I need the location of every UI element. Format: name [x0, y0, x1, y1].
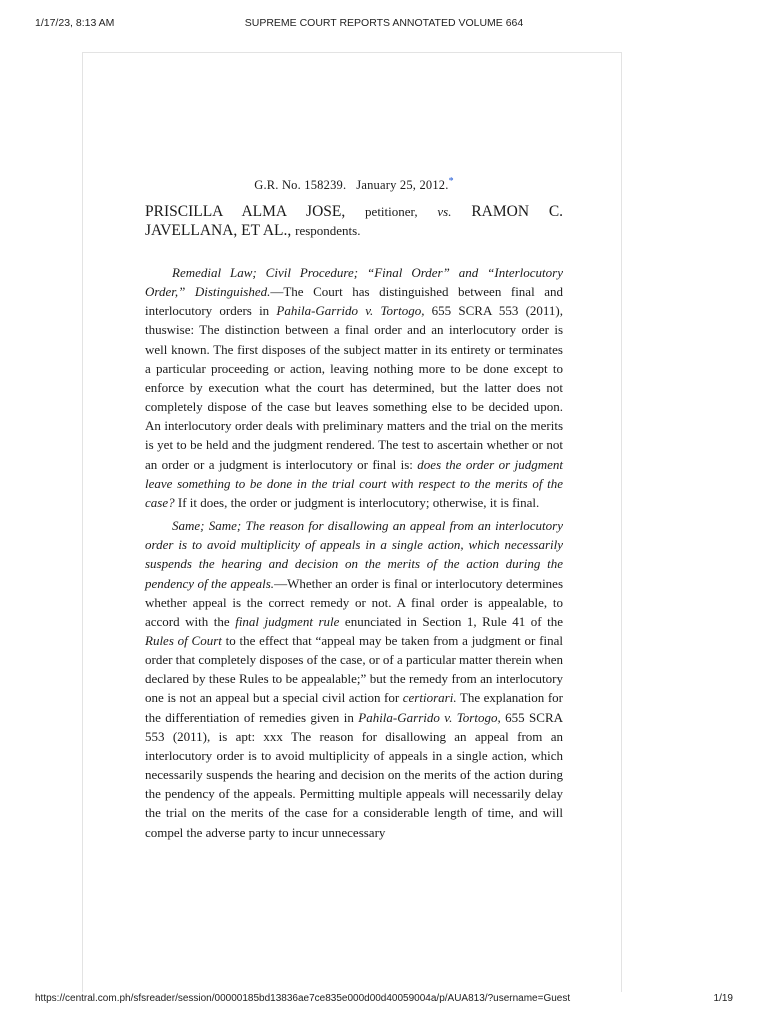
- syllabus-text: 655 SCRA 553 (2011), is apt: xxx The reason for disallowing an appeal from an interlocutory order is to avoid multiplicity of appeals in a single action, which necessarily suspends the hearing and decision on the merits of the action during the pendency of the appeals. Permitting multiple appeals will necessarily delay the trial on the merits of the case for a considerable length of time, and will compel the adverse party to incur unnecessary: [145, 709, 564, 840]
- respondent-name: RAMON C. JAVELLANA, ET AL.,: [145, 203, 564, 239]
- print-datetime: 1/17/23, 8:13 AM: [35, 17, 115, 29]
- respondent-role: respondents.: [295, 223, 361, 238]
- case-citation: Pahila-Garrido v. Tortogo,: [276, 303, 425, 319]
- print-header: [35, 17, 733, 31]
- syllabus-text: 655 SCRA 553 (2011), thuswise: The distinction between a final order and an interlocutory order is well known. The first disposes of the subject matter in its entirety or terminates a particular proceeding or action, leaving nothing more to be done except to enforce by execution what the court has determined, but the latter does not completely dispose of the case but leaves something else to be decided upon. An interlocutory order deals with preliminary matters and the trial on the merits is yet to be held and the judgment rendered. The test to ascertain whether or not an order or a judgment is interlocutory or final is:: [145, 303, 564, 472]
- case-line: [145, 175, 563, 193]
- print-footer: [35, 993, 733, 1007]
- petitioner-name: PRISCILLA ALMA JOSE,: [145, 203, 346, 220]
- em-dash: —: [270, 284, 284, 300]
- syllabus-text: Whether an order is final or interlocutory determines whether appeal is the correct remedy or not. A final order is appealable, to accord with the: [145, 575, 564, 629]
- syllabus-text: The explanation for the differentiation of remedies given in: [145, 690, 563, 725]
- syllabus-text: The Court has distinguished between final and interlocutory orders in: [145, 284, 564, 319]
- gr-number: G.R. No. 158239.: [254, 178, 347, 192]
- syllabus-text: If it does, the order or judgment is interlocutory; otherwise, it is final.: [174, 494, 540, 510]
- versus: vs.: [437, 204, 452, 219]
- syllabus-text: to the effect that “appeal may be taken from a judgment or final order that completely disposes of the case, or of a particular matter therein when declared by these Rules to be appealable;” but the remedy from an interlocutory one is not an appeal but a special civil action for: [145, 632, 564, 706]
- test-question: does the order or judgment leave something to be done in the trial court with respect to the merits of the case?: [145, 456, 564, 510]
- syllabus-heading-1: Remedial Law; Civil Procedure; “Final Order” and “Interlocutory Order,” Distinguished.: [145, 265, 563, 300]
- syllabus-paragraph-2: [145, 516, 563, 842]
- rule-term: final judgment rule: [235, 613, 340, 629]
- footnote-link[interactable]: *: [448, 175, 454, 187]
- em-dash: —: [274, 575, 288, 591]
- document-page: [82, 52, 622, 992]
- page-url: https://central.com.ph/sfsreader/session/00000185bd13836ae7ce835e000d00d40059004a/p/AUA813/?username=Guest: [35, 993, 571, 1004]
- print-title: SUPREME COURT REPORTS ANNOTATED VOLUME 664: [244, 17, 524, 29]
- case-citation: Pahila-Garrido v. Tortogo,: [358, 709, 501, 725]
- syllabus-paragraph-1: [145, 263, 563, 512]
- parties: [145, 202, 563, 240]
- rules-of-court: Rules of Court: [145, 632, 222, 648]
- syllabus: [145, 263, 563, 842]
- page-content: [145, 175, 564, 845]
- page-count: 1/19: [713, 993, 733, 1004]
- syllabus-heading-2: Same; Same; The reason for disallowing an appeal from an interlocutory order is to avoid multiplicity of appeals in a single action, which necessarily suspends the hearing and decision on the merits of the action during the pendency of the appeals.: [145, 518, 563, 591]
- certiorari-term: certiorari.: [402, 690, 457, 706]
- syllabus-text: enunciated in Section 1, Rule 41 of the: [339, 613, 563, 629]
- decision-date: January 25, 2012.: [356, 178, 449, 192]
- petitioner-role: petitioner,: [365, 204, 418, 219]
